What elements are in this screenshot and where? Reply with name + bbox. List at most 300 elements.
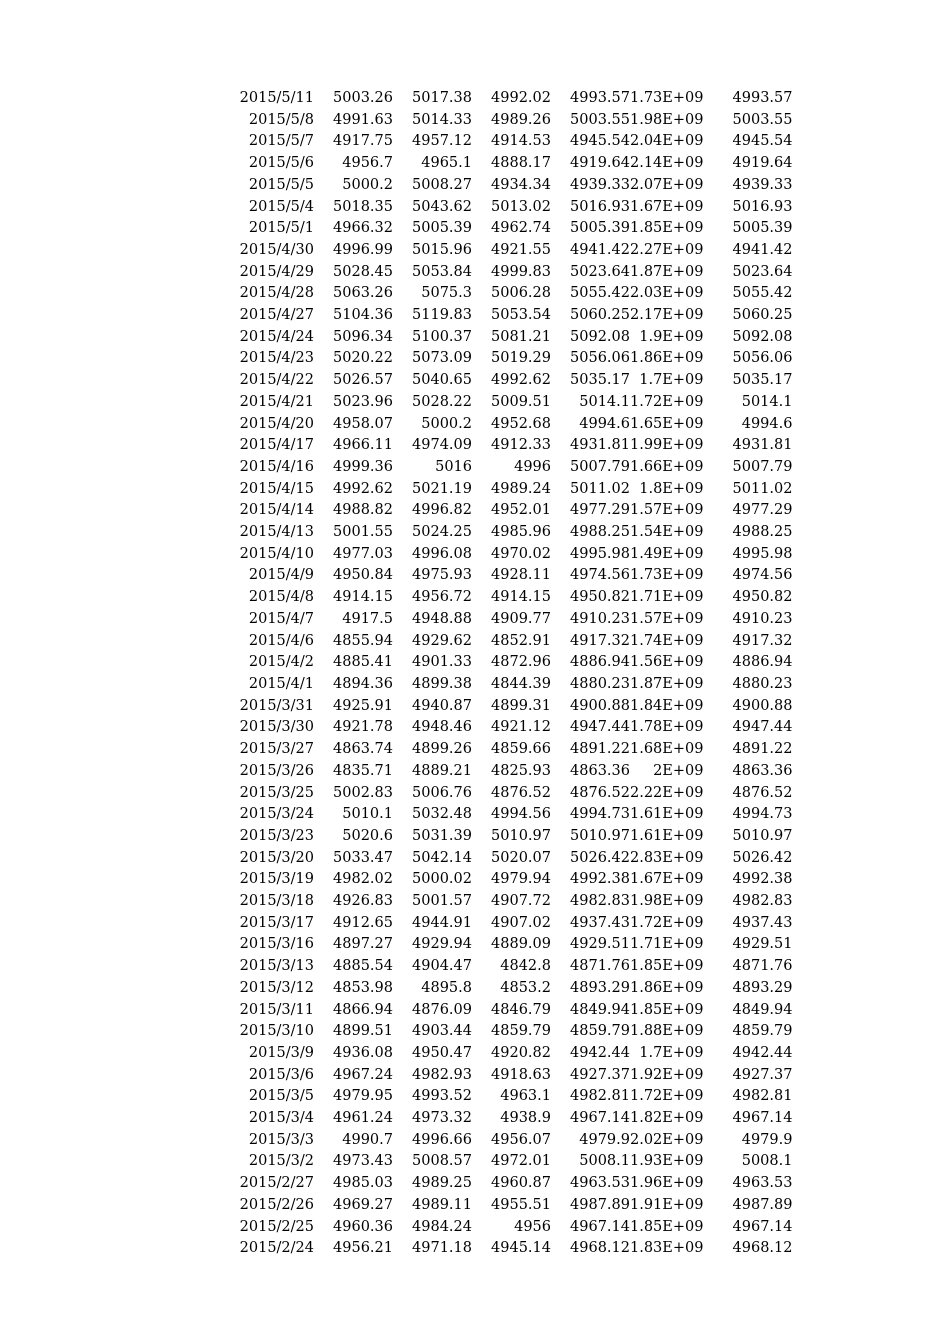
low-cell: 4889.09 xyxy=(491,936,551,953)
high-cell: 4948.46 xyxy=(412,719,472,736)
open-cell: 4973.43 xyxy=(333,1153,393,1170)
high-cell: 5016 xyxy=(435,458,472,475)
table-row xyxy=(230,587,792,609)
volume-cell: 1.8E+09 xyxy=(639,480,704,497)
date-cell: 2015/5/5 xyxy=(248,176,314,193)
date-cell: 2015/5/1 xyxy=(248,220,314,237)
low-cell: 4907.02 xyxy=(491,914,551,931)
volume-cell: 1.91E+09 xyxy=(630,1196,704,1213)
date-cell: 2015/3/23 xyxy=(239,827,314,844)
table-row xyxy=(230,652,792,674)
volume-cell: 1.67E+09 xyxy=(630,871,704,888)
adj-close-cell: 5008.1 xyxy=(741,1153,793,1170)
low-cell: 5006.28 xyxy=(491,285,551,302)
high-cell: 5008.57 xyxy=(412,1153,472,1170)
high-cell: 4971.18 xyxy=(412,1240,472,1257)
high-cell: 5000.2 xyxy=(421,415,472,432)
date-cell: 2015/4/9 xyxy=(248,567,314,584)
date-cell: 2015/4/6 xyxy=(248,632,314,649)
table-row xyxy=(230,1151,792,1173)
low-cell: 4938.9 xyxy=(500,1110,551,1127)
open-cell: 5026.57 xyxy=(333,372,393,389)
table-row xyxy=(230,565,792,587)
open-cell: 4894.36 xyxy=(333,675,393,692)
open-cell: 4853.98 xyxy=(333,979,393,996)
table-row xyxy=(230,1238,792,1260)
high-cell: 4895.8 xyxy=(421,979,472,996)
high-cell: 5100.37 xyxy=(412,328,472,345)
table-row xyxy=(230,674,792,696)
table-row xyxy=(230,88,792,110)
close-cell: 4968.12 xyxy=(570,1240,630,1257)
adj-close-cell: 4995.98 xyxy=(732,545,793,562)
high-cell: 5043.62 xyxy=(412,198,472,215)
adj-close-cell: 4994.6 xyxy=(741,415,793,432)
table-row xyxy=(230,1000,792,1022)
close-cell: 4967.14 xyxy=(570,1110,630,1127)
close-cell: 4982.81 xyxy=(570,1088,630,1105)
table-row xyxy=(230,1086,792,1108)
high-cell: 4989.25 xyxy=(412,1175,472,1192)
open-cell: 5018.35 xyxy=(333,198,393,215)
open-cell: 4835.71 xyxy=(333,762,393,779)
table-row xyxy=(230,262,792,284)
date-cell: 2015/4/14 xyxy=(239,502,314,519)
volume-cell: 1.83E+09 xyxy=(630,1240,704,1257)
high-cell: 5005.39 xyxy=(412,220,472,237)
close-cell: 4945.54 xyxy=(570,133,630,150)
adj-close-cell: 5016.93 xyxy=(732,198,793,215)
close-cell: 4994.73 xyxy=(570,806,630,823)
date-cell: 2015/3/25 xyxy=(239,784,314,801)
low-cell: 4952.68 xyxy=(491,415,551,432)
date-cell: 2015/5/8 xyxy=(248,111,314,128)
volume-cell: 2.04E+09 xyxy=(630,133,704,150)
adj-close-cell: 4891.22 xyxy=(732,741,793,758)
adj-close-cell: 4886.94 xyxy=(732,654,793,671)
high-cell: 4956.72 xyxy=(412,589,472,606)
volume-cell: 1.98E+09 xyxy=(630,893,704,910)
table-row xyxy=(230,457,792,479)
price-data-table-body xyxy=(230,88,792,1260)
adj-close-cell: 4967.14 xyxy=(732,1218,793,1235)
date-cell: 2015/4/21 xyxy=(239,393,314,410)
table-row xyxy=(230,783,792,805)
high-cell: 4996.82 xyxy=(412,502,472,519)
high-cell: 4957.12 xyxy=(412,133,472,150)
volume-cell: 1.71E+09 xyxy=(630,589,704,606)
high-cell: 5075.3 xyxy=(421,285,472,302)
close-cell: 4937.43 xyxy=(570,914,630,931)
adj-close-cell: 4963.53 xyxy=(732,1175,793,1192)
close-cell: 4950.82 xyxy=(570,589,630,606)
close-cell: 4988.25 xyxy=(570,524,630,541)
high-cell: 4944.91 xyxy=(412,914,472,931)
table-row xyxy=(230,739,792,761)
close-cell: 5007.79 xyxy=(570,458,630,475)
adj-close-cell: 4871.76 xyxy=(732,958,793,975)
date-cell: 2015/3/10 xyxy=(239,1023,314,1040)
high-cell: 4996.08 xyxy=(412,545,472,562)
low-cell: 4979.94 xyxy=(491,871,551,888)
table-row xyxy=(230,1217,792,1239)
table-row xyxy=(230,435,792,457)
date-cell: 2015/2/26 xyxy=(239,1196,314,1213)
low-cell: 4899.31 xyxy=(491,697,551,714)
low-cell: 5010.97 xyxy=(491,827,551,844)
open-cell: 4917.75 xyxy=(333,133,393,150)
volume-cell: 1.67E+09 xyxy=(630,198,704,215)
low-cell: 5013.02 xyxy=(491,198,551,215)
close-cell: 4995.98 xyxy=(570,545,630,562)
table-row xyxy=(230,197,792,219)
open-cell: 4956.21 xyxy=(333,1240,393,1257)
date-cell: 2015/4/22 xyxy=(239,372,314,389)
adj-close-cell: 4859.79 xyxy=(732,1023,793,1040)
low-cell: 5053.54 xyxy=(491,307,551,324)
volume-cell: 2.07E+09 xyxy=(630,176,704,193)
adj-close-cell: 4974.56 xyxy=(732,567,793,584)
open-cell: 4926.83 xyxy=(333,893,393,910)
close-cell: 4977.29 xyxy=(570,502,630,519)
table-row xyxy=(230,696,792,718)
volume-cell: 2.03E+09 xyxy=(630,285,704,302)
low-cell: 4992.62 xyxy=(491,372,551,389)
close-cell: 4886.94 xyxy=(570,654,630,671)
table-row xyxy=(230,327,792,349)
low-cell: 5020.07 xyxy=(491,849,551,866)
open-cell: 5104.36 xyxy=(333,307,393,324)
table-row xyxy=(230,110,792,132)
open-cell: 4897.27 xyxy=(333,936,393,953)
low-cell: 4876.52 xyxy=(491,784,551,801)
close-cell: 4982.83 xyxy=(570,893,630,910)
table-row xyxy=(230,631,792,653)
date-cell: 2015/4/20 xyxy=(239,415,314,432)
low-cell: 4945.14 xyxy=(491,1240,551,1257)
close-cell: 4992.38 xyxy=(570,871,630,888)
close-cell: 5014.1 xyxy=(579,393,630,410)
high-cell: 4901.33 xyxy=(412,654,472,671)
close-cell: 5011.02 xyxy=(570,480,630,497)
high-cell: 5001.57 xyxy=(412,893,472,910)
table-row xyxy=(230,305,792,327)
adj-close-cell: 5014.1 xyxy=(741,393,793,410)
adj-close-cell: 4927.37 xyxy=(732,1066,793,1083)
high-cell: 5014.33 xyxy=(412,111,472,128)
low-cell: 4994.56 xyxy=(491,806,551,823)
open-cell: 4982.02 xyxy=(333,871,393,888)
high-cell: 4984.24 xyxy=(412,1218,472,1235)
date-cell: 2015/3/16 xyxy=(239,936,314,953)
open-cell: 4956.7 xyxy=(342,155,393,172)
date-cell: 2015/2/27 xyxy=(239,1175,314,1192)
low-cell: 4956.07 xyxy=(491,1131,551,1148)
high-cell: 5053.84 xyxy=(412,263,472,280)
open-cell: 4960.36 xyxy=(333,1218,393,1235)
low-cell: 4909.77 xyxy=(491,610,551,627)
adj-close-cell: 4929.51 xyxy=(732,936,793,953)
close-cell: 4880.23 xyxy=(570,675,630,692)
table-row xyxy=(230,1195,792,1217)
adj-close-cell: 5010.97 xyxy=(732,827,793,844)
low-cell: 4853.2 xyxy=(500,979,551,996)
volume-cell: 1.72E+09 xyxy=(630,1088,704,1105)
open-cell: 5010.1 xyxy=(342,806,393,823)
volume-cell: 1.72E+09 xyxy=(630,914,704,931)
date-cell: 2015/3/17 xyxy=(239,914,314,931)
high-cell: 4948.88 xyxy=(412,610,472,627)
table-row xyxy=(230,717,792,739)
date-cell: 2015/3/18 xyxy=(239,893,314,910)
low-cell: 5009.51 xyxy=(491,393,551,410)
volume-cell: 1.73E+09 xyxy=(630,90,704,106)
high-cell: 5031.39 xyxy=(412,827,472,844)
low-cell: 4872.96 xyxy=(491,654,551,671)
volume-cell: 1.61E+09 xyxy=(630,827,704,844)
high-cell: 4899.38 xyxy=(412,675,472,692)
open-cell: 4885.54 xyxy=(333,958,393,975)
date-cell: 2015/4/2 xyxy=(248,654,314,671)
high-cell: 4940.87 xyxy=(412,697,472,714)
table-row xyxy=(230,1130,792,1152)
high-cell: 5024.25 xyxy=(412,524,472,541)
close-cell: 4910.23 xyxy=(570,610,630,627)
close-cell: 4941.42 xyxy=(570,241,630,258)
low-cell: 4844.39 xyxy=(491,675,551,692)
volume-cell: 2.17E+09 xyxy=(630,307,704,324)
low-cell: 4934.34 xyxy=(491,176,551,193)
adj-close-cell: 4937.43 xyxy=(732,914,793,931)
close-cell: 4979.9 xyxy=(579,1131,630,1148)
adj-close-cell: 5035.17 xyxy=(732,372,793,389)
adj-close-cell: 4987.89 xyxy=(732,1196,793,1213)
open-cell: 5020.22 xyxy=(333,350,393,367)
date-cell: 2015/4/29 xyxy=(239,263,314,280)
low-cell: 4842.8 xyxy=(500,958,551,975)
adj-close-cell: 5011.02 xyxy=(732,480,793,497)
adj-close-cell: 4931.81 xyxy=(732,437,793,454)
adj-close-cell: 4967.14 xyxy=(732,1110,793,1127)
open-cell: 5096.34 xyxy=(333,328,393,345)
adj-close-cell: 4893.29 xyxy=(732,979,793,996)
price-data-table xyxy=(230,88,792,1260)
date-cell: 2015/4/1 xyxy=(248,675,314,692)
volume-cell: 2E+09 xyxy=(653,762,704,779)
adj-close-cell: 4988.25 xyxy=(732,524,793,541)
open-cell: 4863.74 xyxy=(333,741,393,758)
date-cell: 2015/4/15 xyxy=(239,480,314,497)
volume-cell: 1.88E+09 xyxy=(630,1023,704,1040)
open-cell: 4967.24 xyxy=(333,1066,393,1083)
adj-close-cell: 5092.08 xyxy=(732,328,793,345)
high-cell: 4876.09 xyxy=(412,1001,472,1018)
date-cell: 2015/3/2 xyxy=(248,1153,314,1170)
low-cell: 4955.51 xyxy=(491,1196,551,1213)
volume-cell: 1.98E+09 xyxy=(630,111,704,128)
table-row xyxy=(230,479,792,501)
volume-cell: 1.85E+09 xyxy=(630,1001,704,1018)
date-cell: 2015/4/8 xyxy=(248,589,314,606)
adj-close-cell: 5007.79 xyxy=(732,458,793,475)
high-cell: 5032.48 xyxy=(412,806,472,823)
adj-close-cell: 4979.9 xyxy=(741,1131,793,1148)
low-cell: 4999.83 xyxy=(491,263,551,280)
low-cell: 4859.66 xyxy=(491,741,551,758)
adj-close-cell: 4941.42 xyxy=(732,241,793,258)
open-cell: 5023.96 xyxy=(333,393,393,410)
close-cell: 4939.33 xyxy=(570,176,630,193)
close-cell: 4993.57 xyxy=(570,90,630,106)
close-cell: 4967.14 xyxy=(570,1218,630,1235)
low-cell: 4970.02 xyxy=(491,545,551,562)
volume-cell: 1.49E+09 xyxy=(630,545,704,562)
adj-close-cell: 5055.42 xyxy=(732,285,793,302)
adj-close-cell: 4917.32 xyxy=(732,632,793,649)
open-cell: 4921.78 xyxy=(333,719,393,736)
date-cell: 2015/5/6 xyxy=(248,155,314,172)
open-cell: 4961.24 xyxy=(333,1110,393,1127)
low-cell: 4846.79 xyxy=(491,1001,551,1018)
low-cell: 5081.21 xyxy=(491,328,551,345)
close-cell: 5026.42 xyxy=(570,849,630,866)
adj-close-cell: 4945.54 xyxy=(732,133,793,150)
adj-close-cell: 4950.82 xyxy=(732,589,793,606)
low-cell: 4907.72 xyxy=(491,893,551,910)
close-cell: 4859.79 xyxy=(570,1023,630,1040)
volume-cell: 1.85E+09 xyxy=(630,958,704,975)
adj-close-cell: 5026.42 xyxy=(732,849,793,866)
volume-cell: 1.57E+09 xyxy=(630,610,704,627)
close-cell: 5056.06 xyxy=(570,350,630,367)
volume-cell: 1.86E+09 xyxy=(630,979,704,996)
low-cell: 4989.24 xyxy=(491,480,551,497)
volume-cell: 1.96E+09 xyxy=(630,1175,704,1192)
date-cell: 2015/4/27 xyxy=(239,307,314,324)
table-row xyxy=(230,1043,792,1065)
volume-cell: 1.87E+09 xyxy=(630,263,704,280)
high-cell: 5008.27 xyxy=(412,176,472,193)
high-cell: 5000.02 xyxy=(412,871,472,888)
volume-cell: 2.27E+09 xyxy=(630,241,704,258)
close-cell: 5016.93 xyxy=(570,198,630,215)
open-cell: 4866.94 xyxy=(333,1001,393,1018)
adj-close-cell: 4982.83 xyxy=(732,893,793,910)
volume-cell: 1.68E+09 xyxy=(630,741,704,758)
table-row xyxy=(230,826,792,848)
low-cell: 4956 xyxy=(514,1218,551,1235)
open-cell: 5063.26 xyxy=(333,285,393,302)
high-cell: 5119.83 xyxy=(412,307,472,324)
high-cell: 5028.22 xyxy=(412,393,472,410)
high-cell: 5017.38 xyxy=(412,90,472,106)
low-cell: 4912.33 xyxy=(491,437,551,454)
date-cell: 2015/3/20 xyxy=(239,849,314,866)
table-row xyxy=(230,869,792,891)
open-cell: 4988.82 xyxy=(333,502,393,519)
volume-cell: 2.83E+09 xyxy=(630,849,704,866)
volume-cell: 1.73E+09 xyxy=(630,567,704,584)
table-row xyxy=(230,240,792,262)
open-cell: 5020.6 xyxy=(342,827,393,844)
date-cell: 2015/4/10 xyxy=(239,545,314,562)
close-cell: 5092.08 xyxy=(570,328,630,345)
high-cell: 4982.93 xyxy=(412,1066,472,1083)
table-row xyxy=(230,848,792,870)
volume-cell: 1.54E+09 xyxy=(630,524,704,541)
open-cell: 4936.08 xyxy=(333,1044,393,1061)
table-row xyxy=(230,175,792,197)
date-cell: 2015/3/24 xyxy=(239,806,314,823)
date-cell: 2015/4/30 xyxy=(239,241,314,258)
volume-cell: 1.92E+09 xyxy=(630,1066,704,1083)
close-cell: 4891.22 xyxy=(570,741,630,758)
volume-cell: 1.86E+09 xyxy=(630,350,704,367)
close-cell: 5060.25 xyxy=(570,307,630,324)
table-row xyxy=(230,414,792,436)
adj-close-cell: 4942.44 xyxy=(732,1044,793,1061)
date-cell: 2015/3/30 xyxy=(239,719,314,736)
adj-close-cell: 4900.88 xyxy=(732,697,793,714)
low-cell: 4825.93 xyxy=(491,762,551,779)
close-cell: 4876.52 xyxy=(570,784,630,801)
low-cell: 4914.53 xyxy=(491,133,551,150)
adj-close-cell: 5003.55 xyxy=(732,111,793,128)
open-cell: 4925.91 xyxy=(333,697,393,714)
high-cell: 4904.47 xyxy=(412,958,472,975)
date-cell: 2015/3/26 xyxy=(239,762,314,779)
adj-close-cell: 4947.44 xyxy=(732,719,793,736)
high-cell: 4903.44 xyxy=(412,1023,472,1040)
open-cell: 5028.45 xyxy=(333,263,393,280)
table-row xyxy=(230,804,792,826)
adj-close-cell: 5056.06 xyxy=(732,350,793,367)
open-cell: 4899.51 xyxy=(333,1023,393,1040)
table-row xyxy=(230,1173,792,1195)
high-cell: 4996.66 xyxy=(412,1131,472,1148)
open-cell: 4885.41 xyxy=(333,654,393,671)
high-cell: 5073.09 xyxy=(412,350,472,367)
date-cell: 2015/3/3 xyxy=(248,1131,314,1148)
date-cell: 2015/3/12 xyxy=(239,979,314,996)
high-cell: 4993.52 xyxy=(412,1088,472,1105)
open-cell: 4966.11 xyxy=(333,437,393,454)
open-cell: 4990.7 xyxy=(342,1131,393,1148)
volume-cell: 1.9E+09 xyxy=(639,328,704,345)
close-cell: 4919.64 xyxy=(570,155,630,172)
high-cell: 4899.26 xyxy=(412,741,472,758)
adj-close-cell: 5023.64 xyxy=(732,263,793,280)
table-row xyxy=(230,761,792,783)
volume-cell: 1.7E+09 xyxy=(639,372,704,389)
table-row xyxy=(230,1065,792,1087)
open-cell: 4977.03 xyxy=(333,545,393,562)
date-cell: 2015/3/11 xyxy=(239,1001,314,1018)
table-row xyxy=(230,978,792,1000)
open-cell: 4979.95 xyxy=(333,1088,393,1105)
table-row xyxy=(230,609,792,631)
adj-close-cell: 4992.38 xyxy=(732,871,793,888)
open-cell: 4999.36 xyxy=(333,458,393,475)
low-cell: 4960.87 xyxy=(491,1175,551,1192)
close-cell: 4927.37 xyxy=(570,1066,630,1083)
volume-cell: 1.85E+09 xyxy=(630,1218,704,1235)
date-cell: 2015/5/4 xyxy=(248,198,314,215)
volume-cell: 1.85E+09 xyxy=(630,220,704,237)
date-cell: 2015/4/23 xyxy=(239,350,314,367)
close-cell: 4893.29 xyxy=(570,979,630,996)
volume-cell: 1.57E+09 xyxy=(630,502,704,519)
